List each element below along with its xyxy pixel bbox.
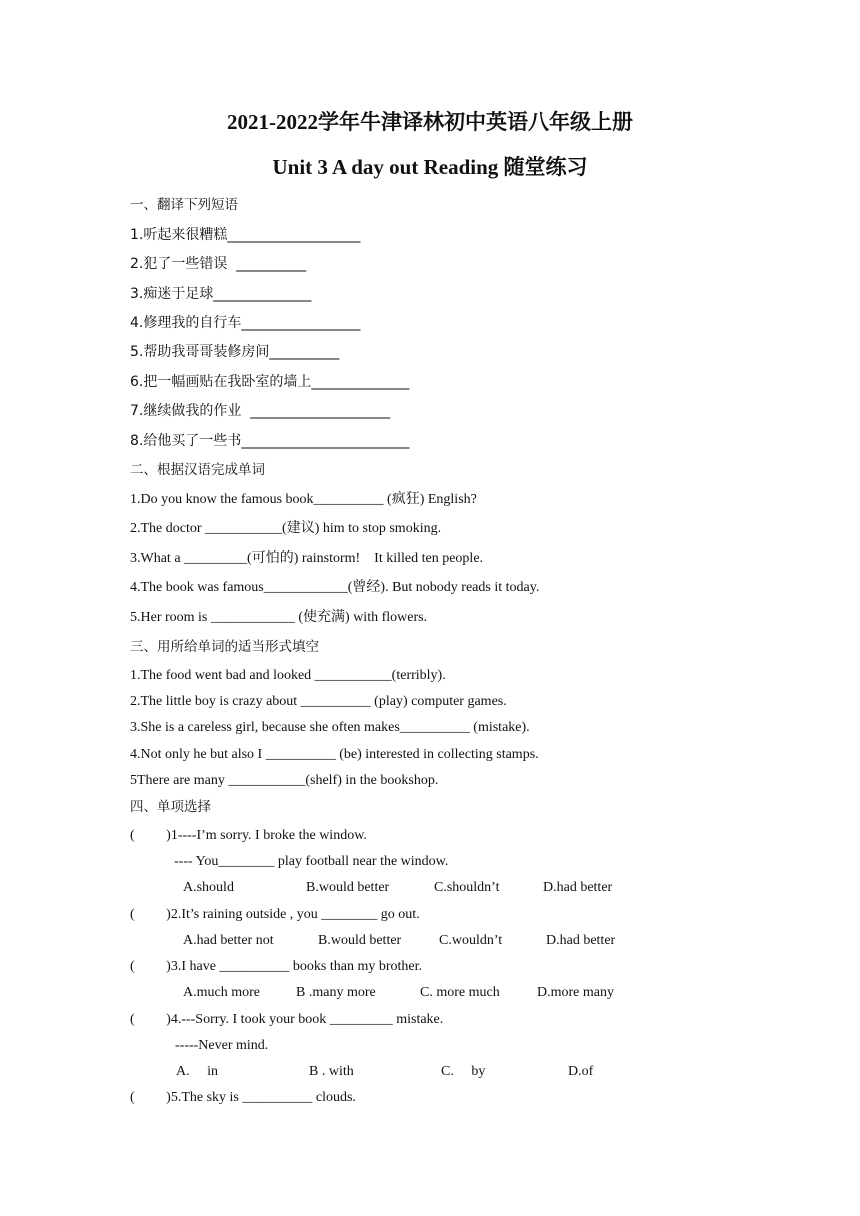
s3-item-1: 1.The food went bad and looked ___________(terribly). [130,668,446,683]
s3-item-2: 2.The little boy is crazy about __________ (play) computer games. [130,694,507,709]
q2-stem: ( )2.It’s raining outside , you ________ go out. [130,907,420,922]
q2-option-a: A.had better not [183,933,274,948]
worksheet-subtitle: Unit 3 A day out Reading 随堂练习 [272,155,588,179]
q4-stem: ( )4.---Sorry. I took your book _________ mistake. [130,1012,444,1027]
s3-item-3: 3.She is a careless girl, because she often makes__________ (mistake). [130,720,530,735]
q4-option-c: C. by [441,1064,486,1079]
s2-item-1: 1.Do you know the famous book__________ (疯狂) English? [130,492,477,507]
s1-item-7: 7.继续做我的作业 ____________________ [130,403,391,419]
s2-item-2: 2.The doctor ___________(建议) him to stop smoking. [130,521,442,536]
q3-option-d: D.more many [537,985,614,1000]
q4-option-d: D.of [568,1064,594,1079]
s1-item-3: 3.痴迷于足球______________ [130,286,312,302]
q3-stem: ( )3.I have __________ books than my brother. [130,959,423,974]
s1-item-6: 6.把一幅画贴在我卧室的墙上______________ [130,374,410,390]
s1-item-1: 1.听起来很糟糕___________________ [130,227,361,243]
section-1-title: 一、翻译下列短语 [130,197,238,213]
q3-option-a: A.much more [183,985,260,1000]
s2-item-3: 3.What a _________(可怕的) rainstorm! It killed ten people. [130,551,484,566]
s1-item-4: 4.修理我的自行车_________________ [130,315,361,331]
q5-stem: ( )5.The sky is __________ clouds. [130,1090,356,1105]
section-2-title: 二、根据汉语完成单词 [130,462,265,478]
s3-item-5: 5There are many ___________(shelf) in the bookshop. [130,773,439,788]
q1-stem: ( )1----I’m sorry. I broke the window. [130,828,367,843]
q2-option-d: D.had better [546,933,616,948]
section-3-title: 三、用所给单词的适当形式填空 [130,639,319,655]
q3-option-b: B .many more [296,985,376,1000]
s1-item-2: 2.犯了一些错误 __________ [130,256,307,272]
s1-item-8: 8.给他买了一些书________________________ [130,433,410,449]
q2-option-b: B.would better [318,933,402,948]
q3-option-c: C. more much [420,985,500,1000]
q4-option-a: A. in [176,1064,218,1079]
q1-option-b: B.would better [306,880,390,895]
q1-reply: ---- You________ play football near the window. [174,854,449,869]
section-4-title: 四、单项选择 [130,799,211,815]
q1-option-c: C.shouldn’t [434,880,500,895]
s3-item-4: 4.Not only he but also I __________ (be) interested in collecting stamps. [130,747,539,762]
q2-option-c: C.wouldn’t [439,933,503,948]
s2-item-4: 4.The book was famous____________(曾经). But nobody reads it today. [130,580,540,595]
q4-reply: -----Never mind. [175,1038,269,1053]
q1-option-a: A.should [183,880,234,895]
worksheet-title: 2021-2022学年牛津译林初中英语八年级上册 [227,110,633,134]
q1-option-d: D.had better [543,880,613,895]
s2-item-5: 5.Her room is ____________ (使充满) with flowers. [130,610,428,625]
q4-option-b: B . with [309,1064,354,1079]
s1-item-5: 5.帮助我哥哥装修房间__________ [130,344,340,360]
